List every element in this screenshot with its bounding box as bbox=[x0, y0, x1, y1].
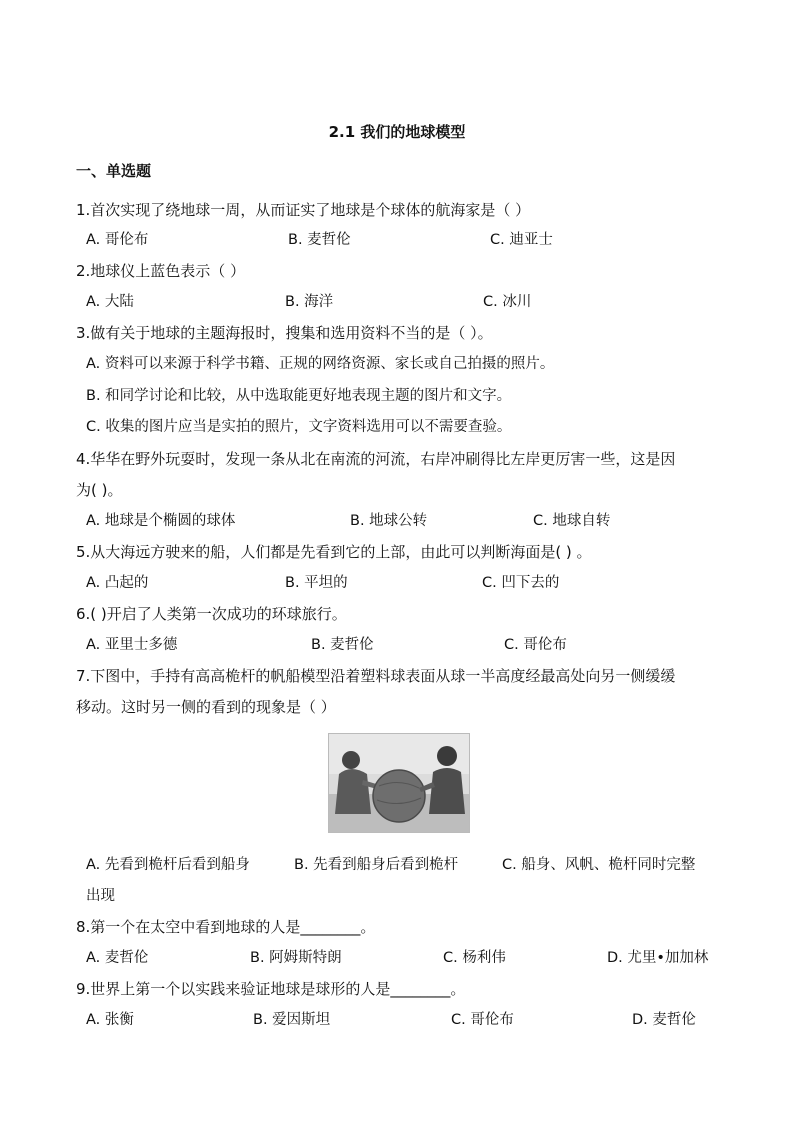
question-1-stem: 1.首次实现了绕地球一周，从而证实了地球是个球体的航海家是（ ） bbox=[76, 201, 531, 219]
question-6-option-a: A. 亚里士多德 bbox=[86, 637, 178, 653]
question-7-option-a: A. 先看到桅杆后看到船身 bbox=[86, 857, 250, 873]
question-4-option-c: C. 地球自转 bbox=[533, 513, 611, 529]
question-9-option-d: D. 麦哲伦 bbox=[632, 1012, 696, 1028]
question-6-option-c: C. 哥伦布 bbox=[504, 637, 567, 653]
question-9-option-c: C. 哥伦布 bbox=[451, 1012, 514, 1028]
ship-model-experiment-photo bbox=[328, 733, 470, 833]
question-8-stem: 8.第一个在太空中看到地球的人是________。 bbox=[76, 918, 376, 936]
question-4-stem-line-1: 4.华华在野外玩耍时，发现一条从北在南流的河流，右岸冲刷得比左岸更厉害一些，这是因 bbox=[76, 450, 676, 468]
question-9-stem: 9.世界上第一个以实践来验证地球是球形的人是________。 bbox=[76, 980, 466, 998]
question-7-stem-line-2: 移动。这时另一侧的看到的现象是（ ） bbox=[76, 698, 336, 716]
question-6-stem: 6.( )开启了人类第一次成功的环球旅行。 bbox=[76, 605, 347, 623]
question-4-option-a: A. 地球是个椭圆的球体 bbox=[86, 513, 236, 529]
question-3-option-c: C. 收集的图片应当是实拍的照片，文字资料选用可以不需要查验。 bbox=[86, 419, 512, 435]
question-4-option-b: B. 地球公转 bbox=[350, 513, 428, 529]
question-3-option-a: A. 资料可以来源于科学书籍、正规的网络资源、家长或自己拍摄的照片。 bbox=[86, 356, 555, 372]
question-2-option-b: B. 海洋 bbox=[285, 294, 334, 310]
question-7-option-b: B. 先看到船身后看到桅杆 bbox=[294, 857, 459, 873]
question-1-option-c: C. 迪亚士 bbox=[490, 232, 553, 248]
question-1-option-a: A. 哥伦布 bbox=[86, 232, 149, 248]
question-8-option-a: A. 麦哲伦 bbox=[86, 950, 149, 966]
question-3-option-b: B. 和同学讨论和比较，从中选取能更好地表现主题的图片和文字。 bbox=[86, 388, 512, 404]
question-9-option-a: A. 张衡 bbox=[86, 1012, 134, 1028]
question-4-stem-line-2: 为( )。 bbox=[76, 481, 123, 499]
question-2-option-a: A. 大陆 bbox=[86, 294, 134, 310]
question-7-stem-line-1: 7.下图中，手持有高高桅杆的帆船模型沿着塑料球表面从球一半高度经最高处向另一侧缓缓 bbox=[76, 667, 676, 685]
question-1-option-b: B. 麦哲伦 bbox=[288, 232, 351, 248]
question-8-option-c: C. 杨利伟 bbox=[443, 950, 506, 966]
question-5-option-c: C. 凹下去的 bbox=[482, 575, 560, 591]
section-heading: 一、单选题 bbox=[76, 162, 152, 180]
question-2-stem: 2.地球仪上蓝色表示（ ） bbox=[76, 262, 246, 280]
question-3-stem: 3.做有关于地球的主题海报时，搜集和选用资料不当的是（ ）。 bbox=[76, 324, 493, 342]
question-8-option-d: D. 尤里•加加林 bbox=[607, 950, 709, 966]
question-6-option-b: B. 麦哲伦 bbox=[311, 637, 374, 653]
question-5-stem: 5.从大海远方驶来的船，人们都是先看到它的上部，由此可以判断海面是( ) 。 bbox=[76, 543, 592, 561]
question-5-option-b: B. 平坦的 bbox=[285, 575, 348, 591]
question-2-option-c: C. 冰川 bbox=[483, 294, 532, 310]
question-7-option-c: C. 船身、风帆、桅杆同时完整 bbox=[502, 857, 696, 873]
question-9-option-b: B. 爱因斯坦 bbox=[253, 1012, 331, 1028]
question-8-option-b: B. 阿姆斯特朗 bbox=[250, 950, 342, 966]
question-7-option-c-continued: 出现 bbox=[86, 888, 115, 904]
page-title: 2.1 我们的地球模型 bbox=[328, 123, 466, 141]
question-5-option-a: A. 凸起的 bbox=[86, 575, 149, 591]
